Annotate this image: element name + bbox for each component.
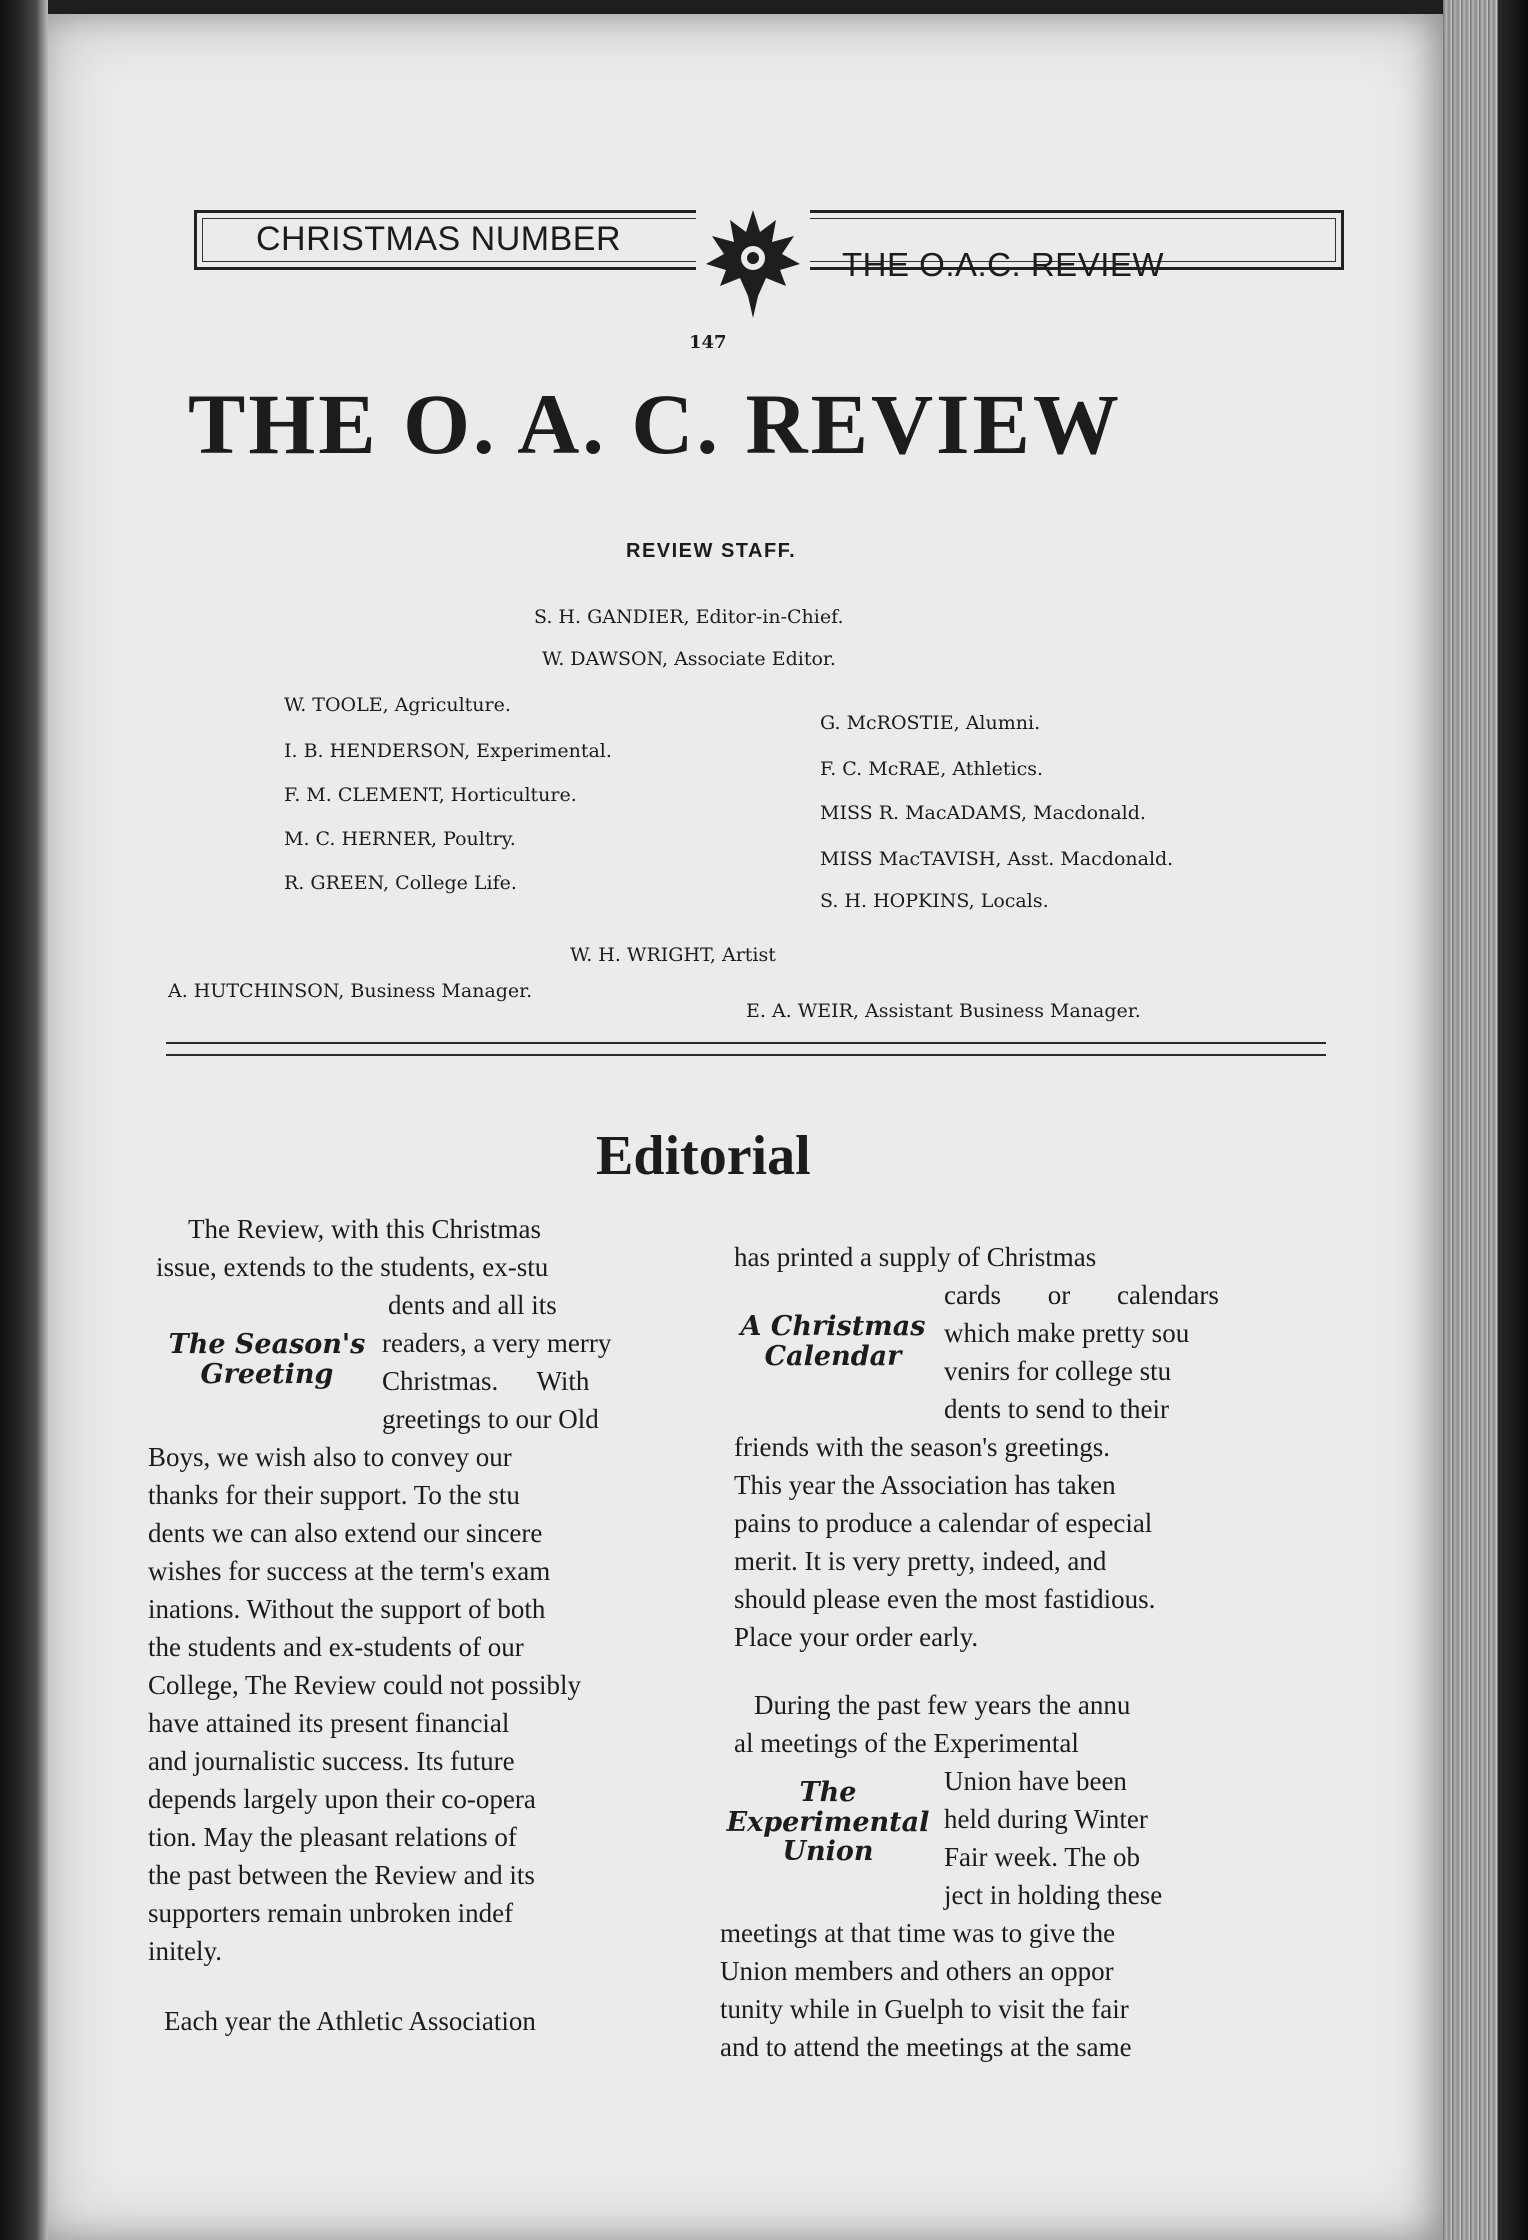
editorial-line: al meetings of the Experimental xyxy=(734,1728,1079,1758)
staff-left-item: F. M. CLEMENT, Horticulture. xyxy=(284,784,577,806)
staff-right-item: F. C. McRAE, Athletics. xyxy=(820,758,1044,780)
sidehead-line: The xyxy=(799,1777,857,1808)
page-number: 147 xyxy=(689,332,727,353)
staff-associate-editor: W. DAWSON, Associate Editor. xyxy=(542,648,836,670)
section-divider xyxy=(166,1054,1326,1056)
editorial-line: thanks for their support. To the stu xyxy=(148,1480,520,1510)
editorial-line: held during Winter xyxy=(944,1804,1148,1834)
editorial-line: Each year the Athletic Association xyxy=(164,2006,536,2036)
editorial-line: greetings to our Old xyxy=(382,1404,599,1434)
sidehead-line: Greeting xyxy=(200,1358,334,1390)
section-divider xyxy=(166,1042,1326,1044)
editorial-line: Boys, we wish also to convey our xyxy=(148,1442,512,1472)
sidehead-line: Experimental xyxy=(726,1806,930,1838)
editorial-line: the students and ex-students of our xyxy=(148,1632,524,1662)
book-binding-left xyxy=(0,0,48,2240)
editorial-line: dents and all its xyxy=(388,1290,557,1320)
editorial-line: Christmas. With xyxy=(382,1366,590,1396)
editorial-line: issue, extends to the students, ex-stu xyxy=(156,1252,549,1282)
editorial-line: readers, a very merry xyxy=(382,1328,612,1358)
staff-right-item: S. H. HOPKINS, Locals. xyxy=(820,890,1049,912)
editorial-line: Union have been xyxy=(944,1766,1127,1796)
staff-editor-in-chief: S. H. GANDIER, Editor-in-Chief. xyxy=(534,606,844,628)
editorial-line: and to attend the meetings at the same xyxy=(720,2032,1132,2062)
editorial-line: venirs for college stu xyxy=(944,1356,1172,1386)
editorial-line: tunity while in Guelph to visit the fair xyxy=(720,1994,1129,2024)
staff-right-item: MISS R. MacADAMS, Macdonald. xyxy=(820,802,1146,824)
staff-right-item: G. McROSTIE, Alumni. xyxy=(820,712,1041,734)
book-page xyxy=(48,14,1443,2240)
editorial-line: ject in holding these xyxy=(944,1880,1163,1910)
staff-right-item: MISS MacTAVISH, Asst. Macdonald. xyxy=(820,848,1174,870)
staff-left-item: M. C. HERNER, Poultry. xyxy=(284,828,516,850)
staff-left-item: W. TOOLE, Agriculture. xyxy=(284,694,511,716)
editorial-line: and journalistic success. Its future xyxy=(148,1746,515,1776)
staff-assistant-business-manager: E. A. WEIR, Assistant Business Manager. xyxy=(746,1000,1141,1022)
editorial-line: dents we can also extend our sincere xyxy=(148,1518,543,1548)
header-left-text: CHRISTMAS NUMBER xyxy=(256,220,622,258)
sidehead-line: Calendar xyxy=(764,1340,902,1372)
editorial-line: During the past few years the annu xyxy=(754,1690,1131,1720)
book-page-edges xyxy=(1443,0,1528,2240)
editorial-line: This year the Association has taken xyxy=(734,1470,1116,1500)
sidehead-experimental-union xyxy=(712,1778,944,1867)
editorial-line: cards or calendars xyxy=(944,1280,1219,1310)
editorial-line: College, The Review could not possibly xyxy=(148,1670,581,1700)
editorial-line: depends largely upon their co-opera xyxy=(148,1784,536,1814)
editorial-line: should please even the most fastidious. xyxy=(734,1584,1156,1614)
staff-left-item: R. GREEN, College Life. xyxy=(284,872,517,894)
editorial-line: which make pretty sou xyxy=(944,1318,1190,1348)
editorial-line: wishes for success at the term's exam xyxy=(148,1556,551,1586)
editorial-line: Union members and others an oppor xyxy=(720,1956,1114,1986)
editorial-line: initely. xyxy=(148,1936,222,1966)
editorial-line: supporters remain unbroken indef xyxy=(148,1898,514,1928)
staff-artist: W. H. WRIGHT, Artist xyxy=(570,944,776,966)
sidehead-line: The Season's xyxy=(168,1329,366,1360)
editorial-line: merit. It is very pretty, indeed, and xyxy=(734,1546,1107,1576)
editorial-line: has printed a supply of Christmas xyxy=(734,1242,1097,1272)
editorial-line: The Review, with this Christmas xyxy=(188,1214,541,1244)
editorial-line: friends with the season's greetings. xyxy=(734,1432,1111,1462)
sidehead-seasons-greeting xyxy=(152,1330,382,1389)
staff-heading: REVIEW STAFF. xyxy=(626,540,797,562)
editorial-line: have attained its present financial xyxy=(148,1708,510,1738)
editorial-line: Fair week. The ob xyxy=(944,1842,1140,1872)
header-right-text: THE O.A.C. REVIEW xyxy=(842,246,1165,283)
editorial-line: pains to produce a calendar of especial xyxy=(734,1508,1153,1538)
editorial-line: the past between the Review and its xyxy=(148,1860,535,1890)
page-title: THE O. A. C. REVIEW xyxy=(188,376,1122,472)
staff-left-item: I. B. HENDERSON, Experimental. xyxy=(284,740,612,762)
sidehead-line: Union xyxy=(782,1836,874,1868)
staff-business-manager: A. HUTCHINSON, Business Manager. xyxy=(168,980,533,1002)
editorial-line: meetings at that time was to give the xyxy=(720,1918,1116,1948)
sidehead-line: A Christmas xyxy=(740,1311,926,1342)
editorial-line: Place your order early. xyxy=(734,1622,979,1652)
editorial-heading: Editorial xyxy=(596,1125,811,1187)
sidehead-christmas-calendar xyxy=(722,1312,944,1371)
editorial-line: inations. Without the support of both xyxy=(148,1594,546,1624)
maple-leaf-ornament-icon xyxy=(696,206,810,318)
editorial-line: tion. May the pleasant relations of xyxy=(148,1822,517,1852)
editorial-line: dents to send to their xyxy=(944,1394,1169,1424)
